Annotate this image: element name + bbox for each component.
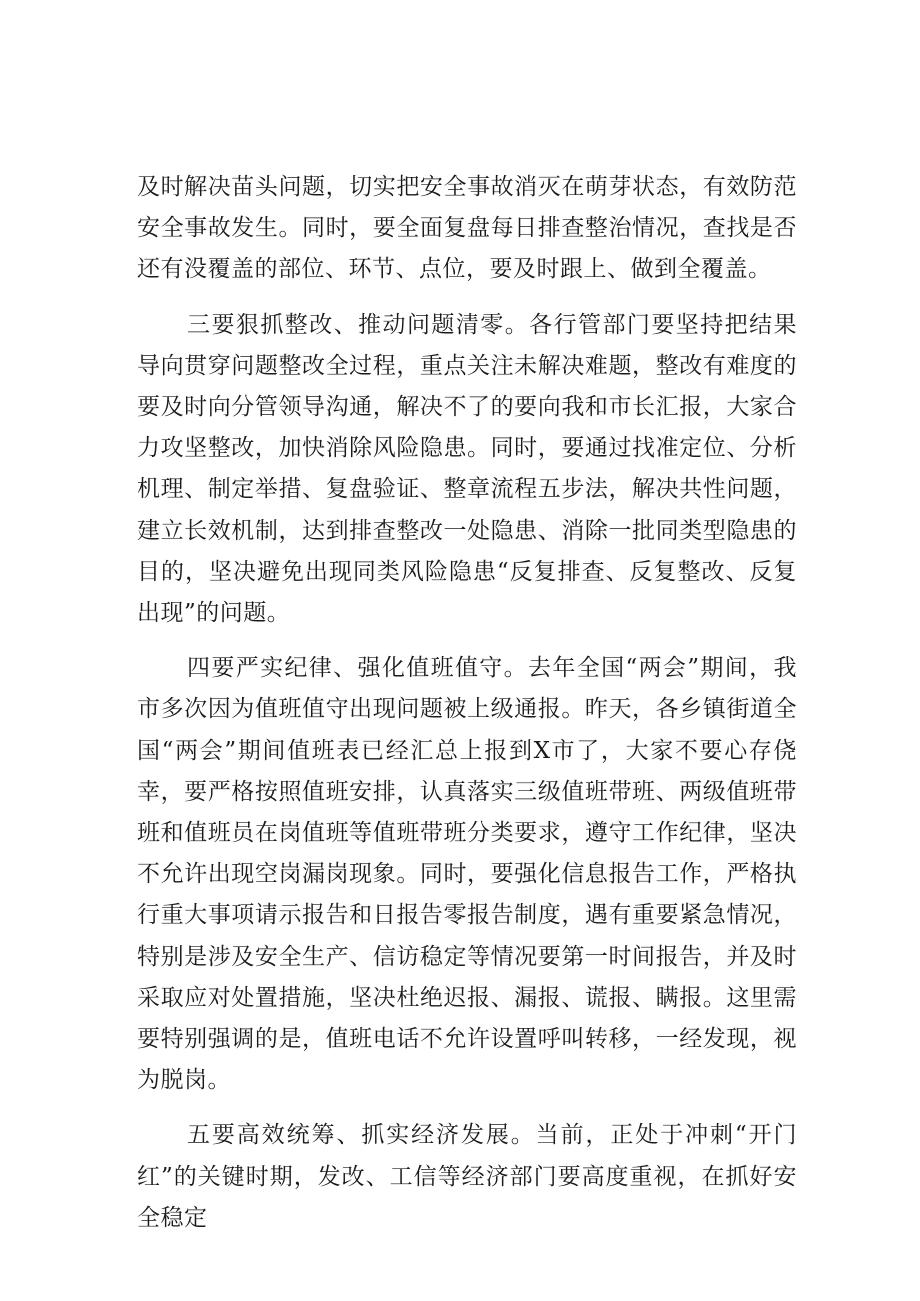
paragraph-4: 五要高效统筹、抓实经济发展。当前，正处于冲刺“开门红”的关键时期，发改、工信等经济部门要高度重视，在抓好安全稳定 bbox=[137, 1122, 797, 1231]
paragraph-2: 三要狠抓整改、推动问题清零。各行管部门要坚持把结果导向贯穿问题整改全过程，重点关注未解决难题，整改有难度的要及时向分管领导沟通，解决不了的要向我和市长汇报，大家合力攻坚整改，加快消除风险隐患。同时，要通过找准定位、分析机理、制定举措、复盘验证、整章流程五步法，解决共性问题，建立长效机制，达到排查整改一处隐患、消除一批同类型隐患的目的，坚决避免出现同类风险隐患“反复排查、反复整改、反复出现”的问题。 bbox=[137, 311, 797, 627]
document-body bbox=[137, 167, 797, 1253]
paragraph-1: 及时解决苗头问题，切实把安全事故消灭在萌芽状态，有效防范安全事故发生。同时，要全面复盘每日排查整治情况，查找是否还有没覆盖的部位、环节、点位，要及时跟上、做到全覆盖。 bbox=[137, 174, 797, 283]
paragraph-3: 四要严实纪律、强化值班值守。去年全国“两会”期间，我市多次因为值班值守出现问题被上级通报。昨天，各乡镇街道全国“两会”期间值班表已经汇总上报到X市了，大家不要心存侥幸，要严格按照值班安排，认真落实三级值班带班、两级值班带班和值班员在岗值班等值班带班分类要求，遵守工作纪律，坚决不允许出现空岗漏岗现象。同时，要强化信息报告工作，严格执行重大事项请示报告和日报告零报告制度，遇有重要紧急情况，特别是涉及安全生产、信访稳定等情况要第一时间报告，并及时采取应对处置措施，坚决杜绝迟报、漏报、谎报、瞒报。这里需要特别强调的是，值班电话不允许设置呼叫转移，一经发现，视为脱岗。 bbox=[137, 655, 797, 1094]
